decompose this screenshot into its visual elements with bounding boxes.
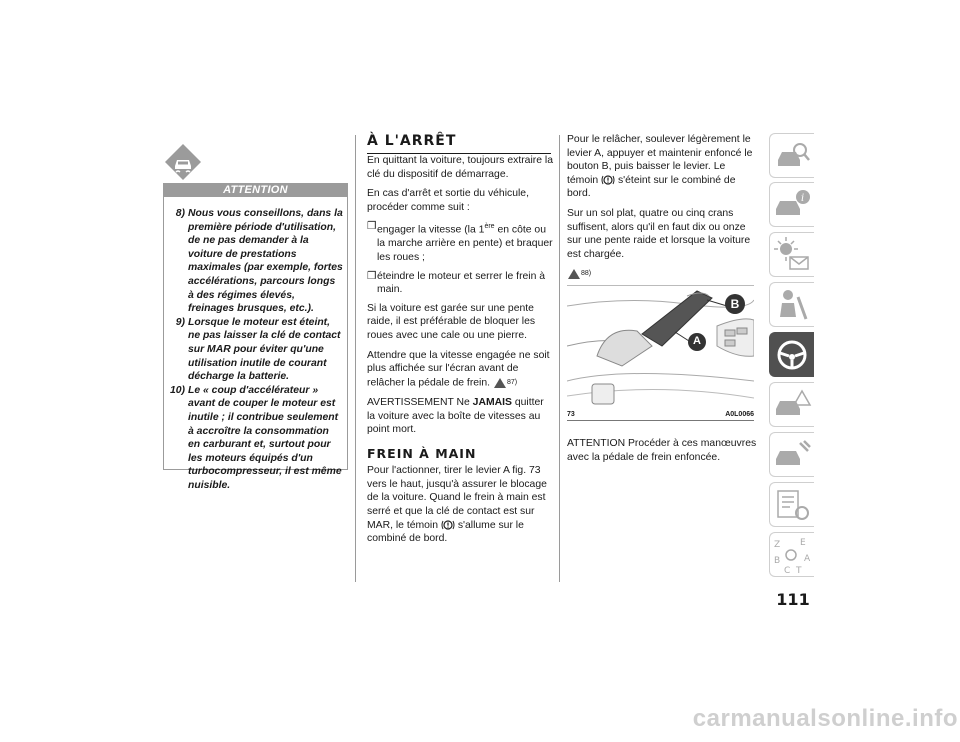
svg-text:T: T (796, 566, 802, 576)
callout-label-a: A (693, 335, 701, 347)
car-warning-icon (770, 383, 814, 427)
attention-item-number: 9) (175, 316, 185, 328)
car-service-icon (770, 433, 814, 477)
svg-text:i: i (801, 193, 805, 204)
bullet-item (367, 270, 553, 297)
page-number: 111 (776, 590, 810, 609)
bullet-text: éteindre le moteur et serrer le frein à main. (377, 270, 546, 296)
tab-warning-lights[interactable] (769, 382, 814, 427)
attention-item-text: Le « coup d'accélérateur » avant de couper le moteur est inutile ; il contribue seulement à accroître la consommation en carburant et, surtout pour les moteurs équipés d'un turbocompresseur, il est même nuisible. (188, 384, 342, 491)
attention-item-number: 8) (175, 208, 185, 219)
attention-item (163, 384, 343, 493)
bullet-text: engager la vitesse (la 1ère en côte ou la marche arrière en pente) et braquer les roues ; (377, 223, 553, 264)
figure-code: A0L0066 (725, 411, 754, 418)
figure-caption (567, 411, 754, 421)
attention-item (163, 207, 343, 316)
tab-lights-messages[interactable] (769, 232, 814, 277)
column-divider-2 (559, 135, 560, 582)
attention-item-text: Nous vous conseillons, dans la première période d'utilisation, de ne pas demander à la voiture de prestations maximales (par exemple, fortes accélérations, parcours longs à des régimes élevés, freinages brusques, etc.). (188, 208, 343, 315)
section-heading-arret: À L'ARRÊT (367, 133, 551, 154)
paragraph: Si la voiture est garée sur une pente raide, il est préférable de bloquer les roues avec une cale ou une pierre. (367, 302, 536, 341)
bullet-item (367, 220, 553, 264)
tab-car-info[interactable] (769, 182, 814, 227)
section-heading-frein: FREIN À MAIN (367, 445, 477, 461)
svg-text:E: E (800, 538, 806, 548)
attention-item-text: Lorsque le moteur est éteint, ne pas laisser la clé de contact sur MAR pour éviter qu'une utilisation inutile de courant décharge la batterie. (188, 316, 341, 383)
paragraph: Pour le relâcher, soulever légèrement le levier A, appuyer et maintenir enfoncé le bouton B, puis baisser le levier. Le témoin s'éteint sur le combiné de bord. (567, 134, 753, 200)
attention-item (163, 316, 343, 384)
tab-emergency[interactable] (769, 432, 814, 477)
attention-list (163, 207, 343, 492)
paragraph: Attendre que la vitesse engagée ne soit plus affichée sur l'écran avant de relâcher la pédale de frein. 87) (367, 349, 550, 389)
paragraph: AVERTISSEMENT Ne JAMAIS quitter la voiture avec la boîte de vitesses au point mort. (367, 396, 544, 436)
column-divider-1 (355, 135, 356, 582)
svg-text:C: C (784, 566, 791, 576)
callout-label-b: B (730, 297, 740, 311)
brake-warning-light-icon (601, 174, 615, 186)
car-skid-warning-icon (163, 142, 203, 182)
svg-text:Z: Z (774, 540, 781, 550)
warning-reference-line (567, 267, 757, 281)
paragraph: Pour l'actionner, tirer le levier A fig. 73 vers le haut, jusqu'à assurer le blocage de la voiture. Quand le frein à main est serré et que la clé de contact est sur MAR, le témoin s'allume sur le combiné de bord. (367, 465, 547, 545)
column-three-bottom (567, 437, 757, 470)
tab-index[interactable] (769, 532, 814, 577)
warning-triangle-icon (493, 377, 507, 389)
watermark: carmanualsonline.info (692, 705, 958, 732)
steering-wheel-icon (770, 333, 814, 377)
car-info-icon (770, 183, 814, 227)
column-three (567, 133, 757, 281)
checkbox-bullet-icon: ❒ (367, 221, 377, 233)
car-search-icon (770, 134, 814, 178)
list-gear-icon (770, 483, 814, 527)
paragraph: Sur un sol plat, quatre ou cinq crans suffisent, alors qu'il en faut dix ou onze sur une pente raide et lorsque la voiture est chargée. (567, 207, 751, 260)
light-envelope-icon (770, 233, 814, 277)
warning-triangle-icon (567, 268, 581, 280)
tab-car-search[interactable] (769, 133, 814, 178)
warning-reference: 87) (506, 378, 518, 386)
paragraph: ATTENTION Procéder à ces manœuvres avec la pédale de frein enfoncée. (567, 438, 757, 463)
figure-number: 73 (567, 411, 575, 418)
attention-item-number: 10) (169, 384, 185, 396)
handbrake-figure (567, 285, 754, 421)
tab-starting-driving[interactable] (769, 332, 814, 377)
tab-technical-data[interactable] (769, 482, 814, 527)
svg-text:A: A (804, 554, 811, 564)
attention-title: ATTENTION (163, 183, 348, 197)
paragraph: En cas d'arrêt et sortie du véhicule, procéder comme suit : (367, 188, 529, 213)
seat-person-icon (770, 283, 814, 327)
svg-text:B: B (774, 556, 781, 566)
checkbox-bullet-icon: ❒ (367, 270, 377, 282)
tab-safety[interactable] (769, 282, 814, 327)
alphabet-search-icon (770, 533, 814, 577)
warning-reference: 88) (581, 270, 592, 278)
brake-warning-light-icon (441, 519, 455, 531)
paragraph: En quittant la voiture, toujours extraire la clé du dispositif de démarrage. (367, 155, 553, 180)
column-two (367, 154, 553, 552)
